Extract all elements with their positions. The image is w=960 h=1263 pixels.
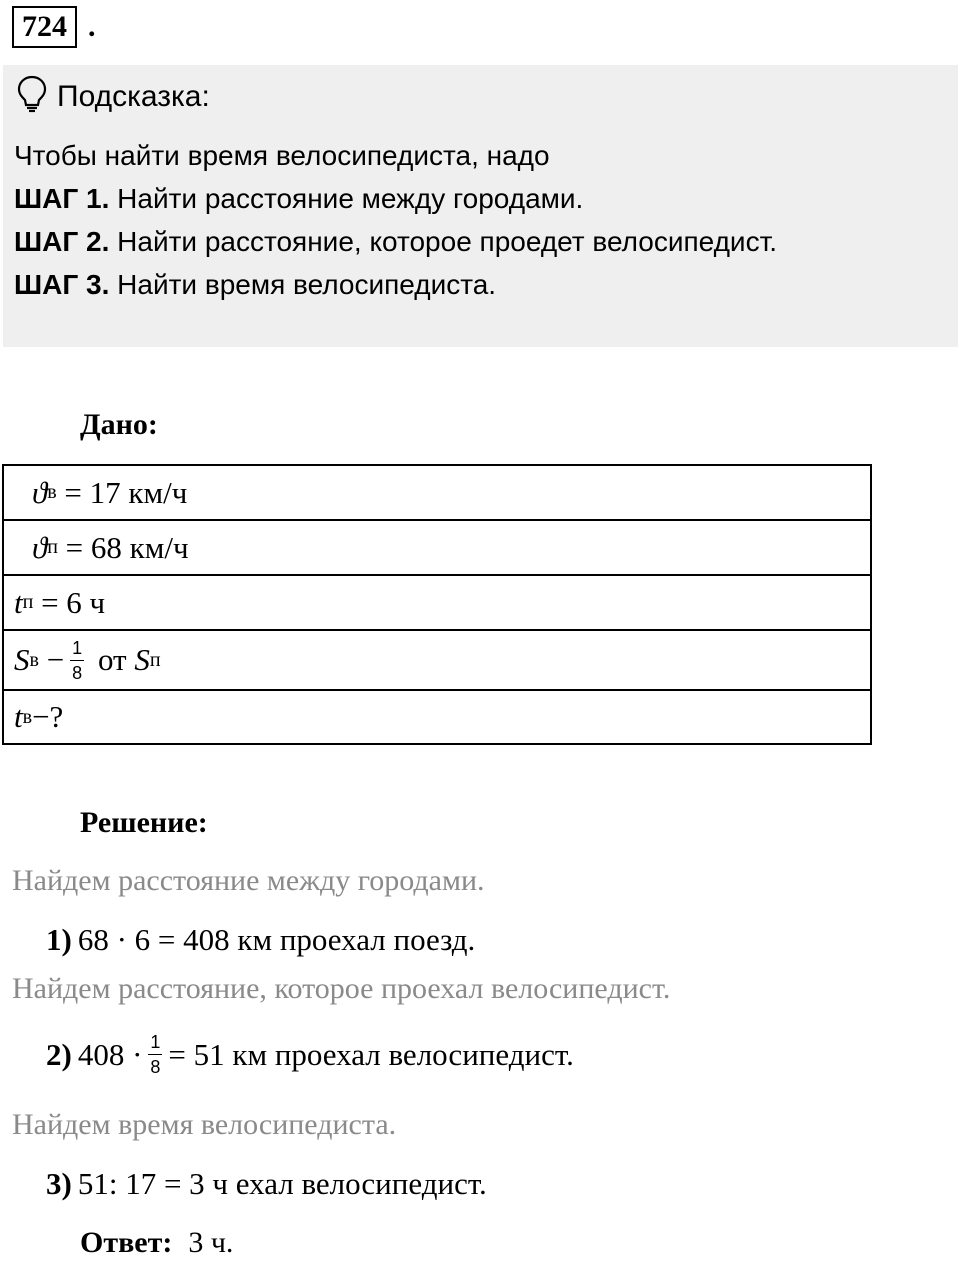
hint-step-2: ШАГ 2. Найти расстояние, которое проедет велосипедист. bbox=[14, 226, 778, 257]
given-row: t п = 6 ч bbox=[4, 576, 870, 631]
fraction: $\frac{1}{8}$ bbox=[72, 637, 83, 683]
solution-title: Решение: bbox=[80, 806, 208, 839]
solution-note: Найдем расстояние, которое проехал велосипедист. bbox=[12, 972, 671, 1005]
hint-panel bbox=[3, 65, 958, 347]
problem-number-dot: . bbox=[88, 10, 96, 43]
fraction: $\frac{1}{8}$ bbox=[150, 1032, 161, 1077]
solution-step-1: 1) 68 · 6 = 408 км проехал поезд. bbox=[46, 922, 476, 957]
problem-number: 724 bbox=[12, 6, 77, 48]
lightbulb-icon bbox=[17, 75, 47, 118]
given-row: ϑ в = 17 км/ч bbox=[4, 466, 870, 521]
given-title: Дано: bbox=[80, 408, 158, 441]
given-row: S в − $\frac{1}{8}$ от S п bbox=[4, 631, 870, 691]
hint-intro: Чтобы найти время велосипедиста, надо bbox=[14, 140, 550, 171]
hint-step-3: ШАГ 3. Найти время велосипедиста. bbox=[14, 269, 497, 300]
solution-note: Найдем расстояние между городами. bbox=[12, 864, 485, 897]
solution-step-3: 3) 51: 17 = 3 ч ехал велосипедист. bbox=[46, 1166, 487, 1201]
solution-step-2: 2) 408 · $\frac{1}{8}$ = 51 км проехал велосипедист. bbox=[46, 1032, 574, 1077]
solution-note: Найдем время велосипедиста. bbox=[12, 1108, 397, 1141]
given-table bbox=[2, 464, 872, 745]
hint-step-1: ШАГ 1. Найти расстояние между городами. bbox=[14, 183, 584, 214]
given-row: ϑ п = 68 км/ч bbox=[4, 521, 870, 576]
hint-header bbox=[17, 75, 210, 118]
hint-title: Подсказка: bbox=[57, 79, 210, 113]
given-row: t в −? bbox=[14, 699, 64, 734]
answer: Ответ: 3 ч. bbox=[80, 1226, 234, 1259]
